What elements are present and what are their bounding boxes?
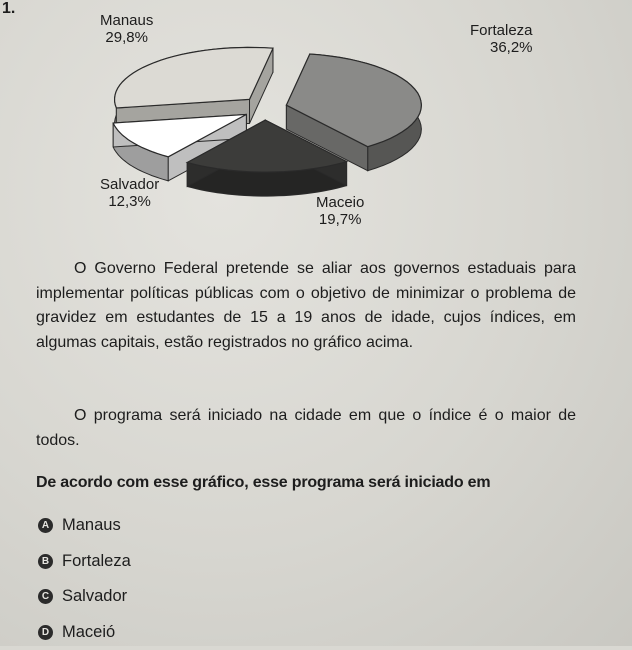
label-fortaleza [470,22,533,56]
question-prompt: De acordo com esse gráfico, esse programa será iniciado em [36,474,596,492]
slice-top-manaus [115,47,273,108]
label-salvador-value: 12,3% [100,193,159,210]
option-a-letter: A [38,518,53,533]
option-d[interactable] [38,615,131,650]
label-manaus [100,12,153,46]
option-b-text: Fortaleza [62,552,131,571]
option-a-text: Manaus [62,516,121,535]
pie-chart [90,8,610,248]
label-fortaleza-name: Fortaleza [470,22,533,39]
option-c-text: Salvador [62,587,127,606]
label-maceio-name: Maceio [316,194,364,211]
answer-options [38,508,131,650]
paragraph-intro: O Governo Federal pretende se aliar aos governos estaduais para implementar políticas públicas com o objetivo de minimizar o problema de gravidez em estudantes de 15 a 19 anos de idade, cujos índices, em algumas capitais, estão registrados no gráfico acima. [36,257,576,355]
option-d-letter: D [38,625,53,640]
option-a[interactable] [38,508,131,544]
label-maceio-value: 19,7% [316,211,364,228]
option-b-letter: B [38,554,53,569]
label-salvador-name: Salvador [100,176,159,193]
option-b[interactable] [38,544,131,580]
option-c[interactable] [38,579,131,615]
option-d-text: Maceió [62,623,115,642]
label-salvador [100,176,159,210]
label-fortaleza-value: 36,2% [470,39,533,56]
paragraph-program: O programa será iniciado na cidade em que o índice é o maior de todos. [36,404,576,453]
option-c-letter: C [38,589,53,604]
label-manaus-value: 29,8% [100,29,153,46]
label-manaus-name: Manaus [100,12,153,29]
label-maceio [316,194,364,228]
question-number: 1. [2,0,15,18]
